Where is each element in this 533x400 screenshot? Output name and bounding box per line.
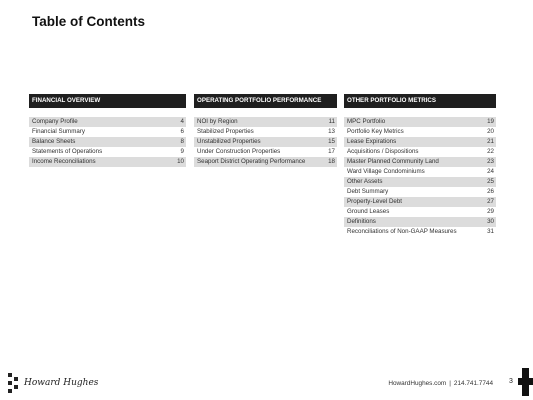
toc-entry-label: Acquisitions / Dispositions (347, 148, 419, 155)
toc-entry-label: Ground Leases (347, 208, 390, 215)
section-header: OPERATING PORTFOLIO PERFORMANCE (194, 94, 337, 108)
toc-entry[interactable] (194, 157, 337, 167)
toc-entry-page: 25 (487, 178, 494, 185)
section-header: FINANCIAL OVERVIEW (29, 94, 186, 108)
page-title: Table of Contents (32, 14, 145, 29)
toc-entry[interactable] (344, 197, 496, 207)
toc-entry-label: NOI by Region (197, 118, 238, 125)
toc-entry-label: Portfolio Key Metrics (347, 128, 404, 135)
footer-website[interactable]: HowardHughes.com (388, 380, 447, 387)
toc-entry-page: 31 (487, 228, 494, 235)
toc-entry[interactable] (344, 147, 496, 157)
toc-entry-label: Reconciliations of Non-GAAP Measures (347, 228, 457, 235)
toc-column-other-metrics (344, 94, 496, 237)
toc-entry-page: 22 (487, 148, 494, 155)
toc-entry[interactable] (344, 207, 496, 217)
toc-entry[interactable] (194, 127, 337, 137)
toc-entry-page: 6 (180, 128, 184, 135)
toc-entry[interactable] (344, 187, 496, 197)
toc-entry-label: Property-Level Debt (347, 198, 403, 205)
footer-separator: | (449, 380, 451, 387)
toc-entry-label: Seaport District Operating Performance (197, 158, 306, 165)
toc-entry-label: Debt Summary (347, 188, 389, 195)
toc-entry-label: Income Reconciliations (32, 158, 96, 165)
company-logo (8, 373, 98, 393)
toc-entry[interactable] (344, 227, 496, 237)
toc-entry[interactable] (29, 147, 186, 157)
toc-entry-label: Balance Sheets (32, 138, 76, 145)
footer-phone: 214.741.7744 (453, 380, 493, 387)
toc-entry-page: 13 (328, 128, 335, 135)
toc-entry-label: Statements of Operations (32, 148, 103, 155)
toc-entry[interactable] (344, 217, 496, 227)
toc-entry-page: 19 (487, 118, 494, 125)
toc-entry[interactable] (344, 177, 496, 187)
toc-entry[interactable] (29, 157, 186, 167)
toc-entry-label: Company Profile (32, 118, 78, 125)
toc-entry-page: 29 (487, 208, 494, 215)
toc-entry-page: 27 (487, 198, 494, 205)
logo-mark-icon (8, 373, 18, 393)
toc-entry-label: Master Planned Community Land (347, 158, 439, 165)
toc-column-financial-overview (29, 94, 186, 167)
page-edge-mark-icon (518, 368, 533, 396)
toc-entry[interactable] (344, 167, 496, 177)
toc-entry-label: Ward Village Condominiums (347, 168, 425, 175)
toc-entry[interactable] (29, 117, 186, 127)
toc-entry-page: 15 (328, 138, 335, 145)
page-number: 3 (509, 378, 513, 385)
toc-entry-page: 8 (180, 138, 184, 145)
toc-entry-page: 11 (328, 118, 335, 125)
toc-entry-page: 20 (487, 128, 494, 135)
toc-entry-page: 26 (487, 188, 494, 195)
toc-entry-label: Definitions (347, 218, 376, 225)
toc-entry[interactable] (194, 147, 337, 157)
toc-entry[interactable] (344, 117, 496, 127)
toc-entry[interactable] (29, 137, 186, 147)
toc-entry-label: Lease Expirations (347, 138, 397, 145)
footer-contact (388, 380, 493, 387)
toc-entry-label: MPC Portfolio (347, 118, 386, 125)
toc-entry-page: 21 (487, 138, 494, 145)
toc-entry-page: 30 (487, 218, 494, 225)
toc-entry[interactable] (344, 137, 496, 147)
toc-entry-label: Other Assets (347, 178, 383, 185)
toc-column-operating-portfolio (194, 94, 337, 167)
toc-entry-page: 18 (328, 158, 335, 165)
toc-entry[interactable] (194, 137, 337, 147)
toc-entry-page: 23 (487, 158, 494, 165)
toc-entry-page: 9 (180, 148, 184, 155)
toc-entry[interactable] (29, 127, 186, 137)
logo-wordmark: Howard Hughes (24, 378, 99, 388)
toc-entry-label: Under Construction Properties (197, 148, 281, 155)
toc-entry-page: 17 (328, 148, 335, 155)
toc-entry-label: Stabilized Properties (197, 128, 254, 135)
toc-entry[interactable] (194, 117, 337, 127)
toc-entry[interactable] (344, 127, 496, 137)
toc-entry-page: 4 (180, 118, 184, 125)
section-header: OTHER PORTFOLIO METRICS (344, 94, 496, 108)
toc-entry-label: Financial Summary (32, 128, 85, 135)
toc-entry[interactable] (344, 157, 496, 167)
toc-entry-label: Unstabilized Properties (197, 138, 261, 145)
toc-entry-page: 10 (177, 158, 184, 165)
toc-entry-page: 24 (487, 168, 494, 175)
